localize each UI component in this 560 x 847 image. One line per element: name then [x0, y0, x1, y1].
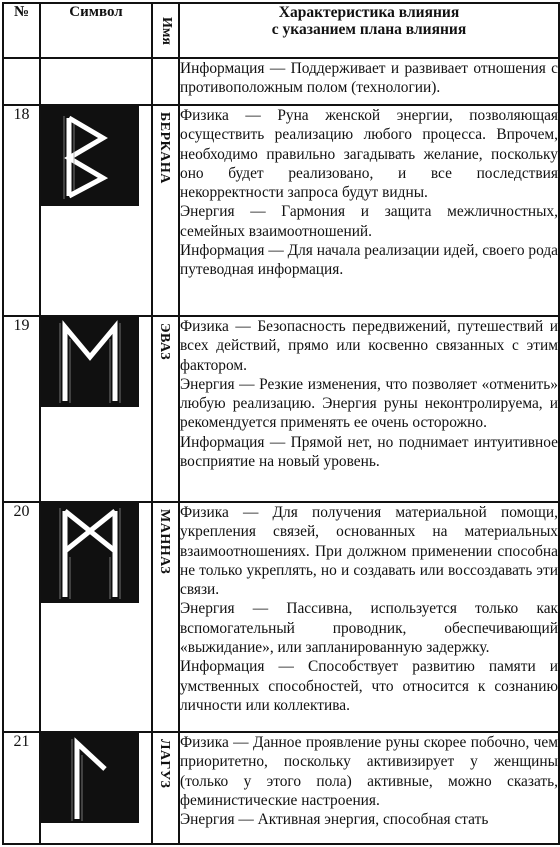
row-number: 20	[3, 502, 40, 732]
row-name-cell	[152, 316, 179, 502]
mannaz-rune-icon	[41, 503, 139, 603]
laguz-rune-icon	[41, 733, 139, 823]
header-name: Имя	[158, 16, 174, 45]
row-symbol	[40, 316, 152, 502]
row-number: 19	[3, 316, 40, 502]
table-row	[3, 105, 559, 316]
description-paragraph: Физика — Руна женской энергии, позволяющая осуществить реализацию любого процесса. Впрочем, необходимо правильно загадывать желание, поскольку оно будет реализовано, и все последствия некорректности запроса будут видны.	[180, 107, 558, 202]
row-description	[179, 732, 559, 844]
ehwaz-rune-icon	[41, 317, 139, 407]
row-name-cell	[152, 58, 179, 105]
description-paragraph: Физика — Безопасность передвижений, путешествий и всех действий, прямо или косвенно связанных с этим фактором.	[180, 318, 558, 374]
description-paragraph: Энергия — Активная энергия, способная стать	[180, 811, 489, 829]
table-row	[3, 58, 559, 105]
description-paragraph: Информация — Прямой нет, но поднимает интуитивное восприятие на новый уровень.	[180, 433, 558, 471]
description-paragraph: Энергия — Пассивна, используется только как вспомогательный проводник, обеспечивающий «выжидание», или запланированную задержку.	[180, 600, 558, 657]
rune-name: ЭВАЗ	[157, 323, 172, 361]
rune-name: ЛАГУЗ	[157, 739, 172, 789]
rune-name: БЕРКАНА	[157, 112, 172, 184]
table-row	[3, 502, 559, 732]
row-number	[3, 58, 40, 105]
row-description	[179, 105, 559, 316]
header-description-line2: с указанием плана влияния	[271, 21, 467, 38]
description-paragraph: Информация — Способствует развитию памяти и умственных способностей, что относится к сознанию личности или коллектива.	[180, 658, 558, 714]
description-paragraph: Энергия — Гармония и защита межличностных, семейных взаимоотношений.	[180, 203, 558, 240]
row-name-cell	[152, 732, 179, 844]
description-paragraph: Информация — Поддерживает и развивает отношения с противоположным полом (технологии).	[180, 60, 558, 97]
row-symbol	[40, 58, 152, 105]
table-row	[3, 316, 559, 502]
row-symbol	[40, 105, 152, 316]
header-number: №	[3, 3, 40, 58]
table-header-row	[3, 3, 559, 58]
header-description	[179, 3, 559, 58]
table-row	[3, 732, 559, 844]
description-paragraph: Физика — Данное проявление руны скорее побочно, чем приоритетно, поскольку активизирует у женщины (только у этого пола) активные, можно сказать, феминистические настроения.	[180, 734, 558, 809]
row-description	[179, 58, 559, 105]
rune-table	[2, 2, 560, 845]
berkana-rune-icon	[41, 106, 139, 206]
row-symbol	[40, 502, 152, 732]
header-name-cell	[152, 3, 179, 58]
row-description	[179, 502, 559, 732]
row-number: 18	[3, 105, 40, 316]
rune-name: МАННАЗ	[157, 509, 172, 575]
header-symbol: Символ	[40, 3, 152, 58]
row-name-cell	[152, 105, 179, 316]
row-description	[179, 316, 559, 502]
description-paragraph: Информация — Для начала реализации идей, своего рода путеводная информация.	[180, 242, 558, 279]
header-description-line1: Характеристика влияния	[278, 4, 460, 21]
description-paragraph: Физика — Для получения материальной помощи, укрепления связей, основанных на материальных взаимоотношениях. При должном применении способна не только укреплять, но и создавать или воссоздавать эти связи.	[180, 504, 558, 599]
row-symbol	[40, 732, 152, 844]
description-paragraph: Энергия — Резкие изменения, что позволяет «отменить» любую реализацию. Энергия руны неконтролируема, и рекомендуется применять ее очень осторожно.	[180, 375, 558, 432]
row-name-cell	[152, 502, 179, 732]
row-number: 21	[3, 732, 40, 844]
